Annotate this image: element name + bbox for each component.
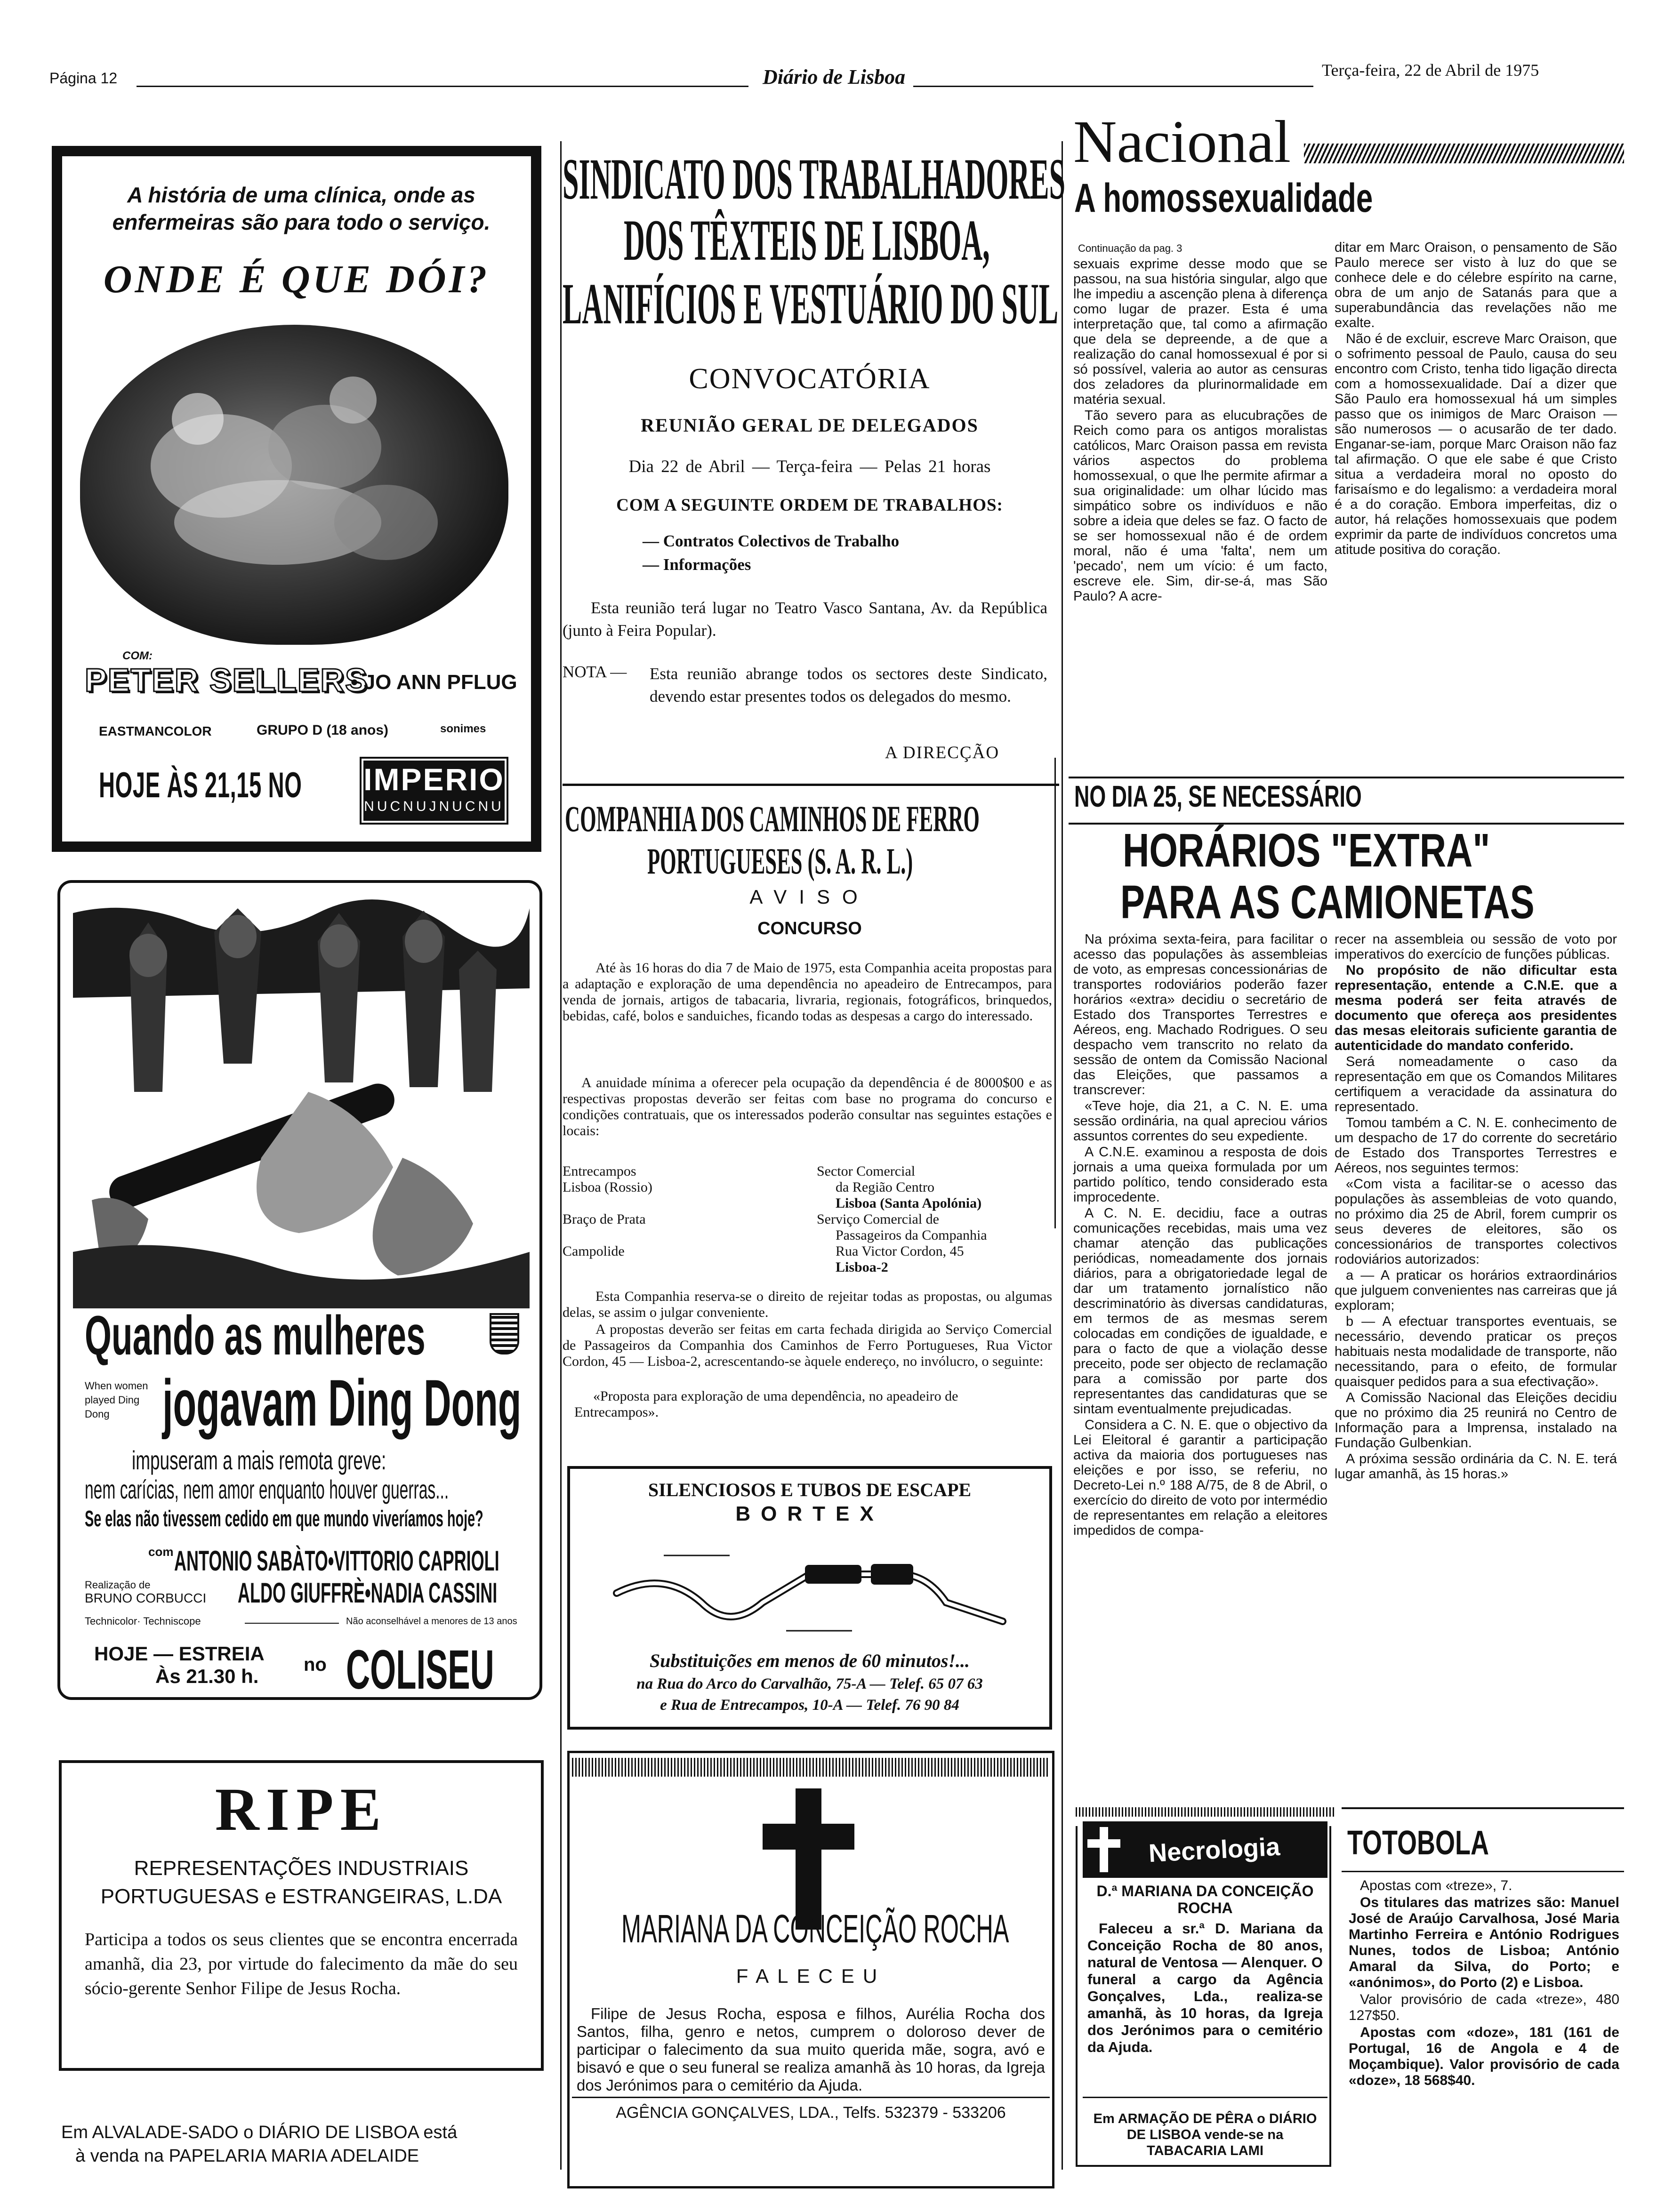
ad2-hoje: HOJE — ESTREIA bbox=[94, 1643, 265, 1665]
cp-p5: «Proposta para exploração de uma dependência, no apeadeiro de Entrecampos». bbox=[574, 1388, 958, 1420]
sindicato-title1: SINDICATO DOS TRABALHADORES bbox=[563, 147, 1066, 211]
ad2-tech: Technicolor· Techniscope bbox=[85, 1615, 201, 1627]
horarios-col1-p: A C. N. E. decidiu, face a outras comunicações recebidas, mais uma vez chamar atenção das publicações periódicas, nomeadamente dos jornais diários, para a obrigatoriedade legal de dar um tratamento jornalístico não descriminatório às diversas candidaturas, em termos de as mesmas serem colocadas em condições de igualdade, e para o facto de que a violação desse preceito, pode ser objecto de reclamação para a comissão por parte dos representantes das candidaturas que se sintam eventualmente prejudicadas. bbox=[1073, 1206, 1327, 1417]
sindicato-item1: — Contratos Colectivos de Trabalho bbox=[643, 532, 900, 550]
ad1-com: COM: bbox=[122, 649, 153, 662]
cp-local-a: Entrecampos bbox=[563, 1163, 636, 1179]
horarios-col1-p: Considera a C. N. E. que o objectivo da Lei Eleitoral é garantir a participação activa da maioria dos portugueses nas eleições e por isso, se referiu, no Decreto-Lei n.º 188 A/75, de 8 de Abril, o exercício do direito de voto por intermédio de representantes em relação a eleitores impedidos de compa- bbox=[1073, 1418, 1328, 1538]
cp-local-a bbox=[563, 1259, 817, 1275]
ad1-photo-figures bbox=[80, 325, 508, 645]
ad2-title1: Quando as mulheres bbox=[85, 1305, 426, 1367]
ad1-photo bbox=[80, 325, 508, 645]
cp-local-row bbox=[563, 1259, 1052, 1275]
cp-concurso: CONCURSO bbox=[757, 919, 862, 938]
cp-local-row bbox=[563, 1163, 1052, 1179]
ad2-aviso: Não aconselhável a menores de 13 anos bbox=[346, 1616, 517, 1627]
cp-local-row bbox=[563, 1243, 1052, 1259]
horarios-col2-p: «Com vista a facilitar-se o acesso das populações às assembleias de voto quando, no próximo dia 25 de Abril, forem cumprir os seus deveres de eleitores, são os concessionários de transportes colectivos rodoviários autorizados: bbox=[1335, 1177, 1617, 1267]
nacional-col1 bbox=[1073, 256, 1327, 605]
cp-local-a: Braço de Prata bbox=[563, 1211, 646, 1227]
nacional-col1-p: sexuais exprime desse modo que se passou, na sua história singular, algo que lhe impediu a ascenção plena à diferença como lugar de prazer. Esta é uma interpretação que, tal como a afirmação que dela se depreende, a de que a realização do canal homossexual é por si só possível, valeria ao autor as censuras dos zeladores da plurinormalidade em matéria sexual. bbox=[1073, 256, 1327, 407]
totobola-body bbox=[1349, 1878, 1619, 2090]
ad1-distributor: sonimes bbox=[440, 722, 486, 735]
col-rule-3 bbox=[1054, 758, 1056, 1228]
bortex-title2: BORTEX bbox=[735, 1502, 884, 1525]
cp-aviso: AVISO bbox=[749, 886, 870, 908]
cp-local-b: Lisboa-2 bbox=[836, 1259, 888, 1275]
sindicato-title2: DOS TÊXTEIS DE LISBOA, bbox=[624, 208, 990, 272]
ripe-body: Participa a todos os seus clientes que se encontra encerrada amanhã, dia 23, por virtude do falecimento da mãe do seu sócio-gerente Senhor Filipe de Jesus Rocha. bbox=[85, 1930, 518, 1998]
ad2-english: When women played Ding Dong bbox=[85, 1380, 148, 1420]
cp-local-a: Campolide bbox=[563, 1243, 625, 1259]
bortex-exhaust-drawing bbox=[607, 1537, 1012, 1645]
cp-local-a bbox=[563, 1195, 817, 1211]
footer-left-line2: à venda na PAPELARIA MARIA ADELAIDE bbox=[75, 2146, 419, 2166]
col-rule-1 bbox=[560, 141, 562, 2170]
sindicato-ordem: COM A SEGUINTE ORDEM DE TRABALHOS: bbox=[616, 496, 1003, 515]
ad2-tech-rule bbox=[245, 1623, 339, 1624]
ad2-line2: nem carícias, nem amor enquanto houver guerras... bbox=[85, 1475, 449, 1504]
cp-local-a: Lisboa (Rossio) bbox=[563, 1179, 652, 1195]
horarios-col1-p: Na próxima sexta-feira, para facilitar o acesso das populações às assembleias de voto, as empresas concessionárias de transportes rodoviários poderão fazer horários «extra» decidiu o secretário de Estado dos Transportes Terrestres e Aéreos, eng. Machado Rodrigues. O seu despacho vem transcrito no relato da sessão de ontem da Comissão Nacional das Eleições, que passamos a transcrever: bbox=[1073, 932, 1327, 1098]
necrologia-body: Faleceu a sr.ª D. Mariana da Conceição Rocha de 80 anos, natural de Ventosa — Alenquer. O funeral a cargo da Agência Gonçalves, Lda., realiza-se amanhã, às 10 horas, da Igreja dos Jerónimos para o cemitério da Ajuda. bbox=[1087, 1920, 1323, 2055]
necrologia-banner bbox=[1083, 1821, 1327, 1878]
cp-local-row bbox=[563, 1227, 1052, 1243]
ad1-tagline: A história de uma clínica, onde as enfermeiras são para todo o serviço. bbox=[112, 183, 491, 234]
ad1-grupo: GRUPO D (18 anos) bbox=[257, 722, 389, 738]
ripe-sub1: REPRESENTAÇÕES INDUSTRIAIS bbox=[134, 1857, 469, 1880]
nacional-col2-p: ditar em Marc Oraison, o pensamento de São Paulo merece ser visto à luz do que se conhece dele e do célebre espírito na carne, obra de um anjo de Satanás para que a superabundância das revelações não me exalte. bbox=[1335, 240, 1617, 330]
ad2-cinema: COLISEU bbox=[346, 1639, 494, 1701]
mariana-faleceu: FALECEU bbox=[736, 1965, 886, 1987]
cp-p3: Esta Companhia reserva-se o direito de rejeitar todas as propostas, ou algumas delas, se assim o julgar conveniente. bbox=[563, 1289, 1052, 1320]
ripe-name: RIPE bbox=[215, 1776, 388, 1843]
mariana-body: Filipe de Jesus Rocha, esposa e filhos, Aurélia Rocha dos Santos, filha, genro e netos, cumprem o doloroso dever de participar o falecimento da sua muito querida mãe, sogra, avó e bisavó e que o seu funeral se realiza amanhã às 10 horas, da Igreja dos Jerónimos para o cemitério da Ajuda. bbox=[577, 2005, 1045, 2094]
horarios-col1 bbox=[1073, 932, 1327, 1539]
horarios-col1-p: A C.N.E. examinou a resposta de dois jornais a uma queixa formulada por um partido político, tendo considerado esta improcedente. bbox=[1073, 1145, 1327, 1205]
horarios-kicker: NO DIA 25, SE NECESSÁRIO bbox=[1074, 779, 1362, 813]
horarios-h2: PARA AS CAMIONETAS bbox=[1120, 876, 1535, 929]
sindicato-title3: LANIFÍCIOS E VESTUÁRIO DO SUL bbox=[563, 272, 1059, 336]
cp-local-row bbox=[563, 1195, 1052, 1211]
necrologia-name: D.ª MARIANA DA CONCEIÇÃO ROCHA bbox=[1096, 1883, 1314, 1916]
horarios-col2-p: a — A praticar os horários extraordinários que julguem convenientes nas carreiras que já exploram; bbox=[1335, 1268, 1617, 1313]
sindicato-item2: — Informações bbox=[643, 555, 751, 574]
mariana-top-bar bbox=[572, 1758, 1050, 1777]
horarios-col2-p: Será nomeadamente o caso da representação em que os Comandos Militares certifiquem a veracidade da assinatura do representado. bbox=[1335, 1054, 1617, 1114]
horarios-col2-p: b — A efectuar transportes eventuais, se necessário, devendo praticar os preços habituais nesta modalidade de transporte, não necessitando, para o efeito, de formular quaisquer pedidos para a sua efectivação». bbox=[1335, 1314, 1617, 1389]
ad2-crest-icon bbox=[490, 1313, 519, 1354]
horarios-col2-p: Tomou também a C. N. E. conhecimento de um despacho de 17 do corrente do secretário de Estado dos Transportes Terrestres e Aéreos, nos seguintes termos: bbox=[1335, 1115, 1617, 1176]
nacional-bottom-rule bbox=[1069, 777, 1624, 778]
page-number: Página 12 bbox=[49, 70, 118, 87]
necrologia-title: Necrologia bbox=[1148, 1832, 1281, 1868]
bortex-addr2: e Rua de Entrecampos, 10-A — Telef. 76 90 84 bbox=[660, 1697, 959, 1714]
bortex-title1: SILENCIOSOS E TUBOS DE ESCAPE bbox=[648, 1479, 972, 1500]
totobola-p: Apostas com «doze», 181 (161 de Portugal, 16 de Angola e 4 de Moçambique). Valor provisório de cada «doze», 18 568$40. bbox=[1349, 2025, 1619, 2088]
sindicato-local: Esta reunião terá lugar no Teatro Vasco Santana, Av. da República (junto à Feira Popular). bbox=[563, 599, 1047, 640]
ad2-illustration-art bbox=[73, 894, 530, 1308]
horarios-col2-p: No propósito de não dificultar esta representação, entende a C.N.E. que a mesma poderá ser feita através de documento que ofereça aos presidentes das mesas eleitorais suficiente garantia de autenticidade do mandato conferido. bbox=[1335, 963, 1617, 1053]
ad2-cast2: ALDO GIUFFRÈ•NADIA CASSINI bbox=[238, 1577, 498, 1609]
cp-local-b: da Região Centro bbox=[836, 1179, 934, 1195]
cp-local-a bbox=[563, 1227, 817, 1243]
mariana-name: MARIANA DA CONCEIÇÃO ROCHA bbox=[621, 1907, 1009, 1951]
ad2-line1: impuseram a mais remota greve: bbox=[132, 1445, 386, 1475]
masthead: Diário de Lisboa bbox=[763, 65, 906, 88]
ad2-hora: Às 21.30 h. bbox=[155, 1665, 259, 1687]
sindicato-reuniao: REUNIÃO GERAL DE DELEGADOS bbox=[641, 415, 979, 436]
totobola-title-rule bbox=[1342, 1871, 1624, 1872]
horarios-col2-p: A Comissão Nacional das Eleições decidiu que no próximo dia 25 reunirá no Centro de Informação para a Imprensa, instalado na Fundação Gulbenkian. bbox=[1335, 1390, 1617, 1451]
ad2-no: no bbox=[304, 1654, 327, 1675]
sindicato-rule bbox=[563, 784, 1059, 786]
cp-p2: A anuidade mínima a oferecer pela ocupação da dependência é de 8000$00 e as respectivas propostas deverão ser feitas com base no programa do concurso e condições contratuais, que os interessados poderão consultar nas seguintes estações e locais: bbox=[563, 1075, 1052, 1138]
ad2-director: BRUNO CORBUCCI bbox=[85, 1591, 207, 1605]
bortex-sub: Substituições em menos de 60 minutos!... bbox=[649, 1650, 970, 1671]
totobola-title: TOTOBOLA bbox=[1347, 1824, 1489, 1862]
nacional-col2 bbox=[1335, 240, 1617, 558]
cp-local-b: Lisboa (Santa Apolónia) bbox=[836, 1195, 982, 1211]
horarios-col2-p: recer na assembleia ou sessão de voto por imperativos do exercício de funções públicas. bbox=[1335, 932, 1617, 962]
ad2-illustration bbox=[73, 894, 530, 1308]
cp-local-b: Serviço Comercial de bbox=[817, 1211, 939, 1227]
horarios-col2-p: A próxima sessão ordinária da C. N. E. terá lugar amanhã, às 15 horas.» bbox=[1335, 1451, 1617, 1482]
ad1-costar: • JO ANN PFLUG bbox=[351, 671, 517, 694]
sindicato-nota: Esta reunião abrange todos os sectores deste Sindicato, devendo estar presentes todos os delegados do mesmo. bbox=[650, 665, 1047, 705]
col-rule-2 bbox=[1062, 141, 1063, 2170]
sindicato-direccao: A DIRECÇÃO bbox=[885, 743, 1000, 762]
mariana-divider bbox=[572, 2097, 1050, 2098]
cp-local-b: Rua Victor Cordon, 45 bbox=[836, 1243, 964, 1259]
totobola-p: Valor provisório de cada «treze», 480 127$50. bbox=[1349, 1992, 1619, 2023]
necrologia-divider bbox=[1083, 2097, 1327, 2098]
cp-locais bbox=[563, 1163, 1052, 1275]
horarios-h1: HORÁRIOS "EXTRA" bbox=[1123, 824, 1490, 877]
footer-left-line1: Em ALVALADE-SADO o DIÁRIO DE LISBOA está bbox=[61, 2123, 458, 2142]
ad1-hoje: HOJE ÀS 21,15 NO bbox=[99, 765, 302, 805]
ad1-star: PETER SELLERS bbox=[85, 662, 368, 698]
header-date: Terça-feira, 22 de Abril de 1975 bbox=[1322, 61, 1539, 80]
cp-local-row bbox=[563, 1211, 1052, 1227]
ad1-cinema-badge bbox=[362, 759, 507, 823]
ad1-title: ONDE É QUE DÓI? bbox=[103, 257, 490, 301]
cp-local-b: Sector Comercial bbox=[817, 1163, 916, 1179]
totobola-top-rule bbox=[1342, 1807, 1624, 1809]
nacional-rule bbox=[1304, 144, 1624, 163]
sindicato-convocatoria: CONVOCATÓRIA bbox=[689, 363, 931, 395]
cp-local-b: Passageiros da Companhia bbox=[836, 1227, 987, 1243]
horarios-col2 bbox=[1335, 932, 1617, 1483]
nacional-col2-p: Não é de excluir, escreve Marc Oraison, que o sofrimento pessoal de Paulo, causa do seu encontro com Cristo, tenha tido ligação directa com a homossexualidade. Daí a dizer que São Paulo era homossexual há um simples passo que os inimigos de Marc Oraison — são numerosos — o acusarão de ter dado. Enganar-se-iam, porque Marc Oraison não faz tal afirmação. O que ele sabe é que Cristo situa a verdadeira moral no oposto do farisaísmo e do legalismo: a verdadeira moral é a do coração. Embora imperfeitas, diz o autor, há relações homossexuais que podem exprimir da parte de indivíduos concretos uma atitude positiva do coração. bbox=[1335, 331, 1617, 557]
ad2-line3: Se elas não tivessem cedido em que mundo viveríamos hoje? bbox=[85, 1507, 483, 1531]
necrologia-cross-icon bbox=[1087, 1827, 1120, 1872]
bortex-addr1: na Rua do Arco do Carvalhão, 75-A — Telef. 65 07 63 bbox=[636, 1675, 983, 1692]
cp-p1: Até às 16 horas do dia 7 de Maio de 1975, esta Companhia aceita propostas para a adaptação e exploração de uma dependência no apeadeiro de Entrecampos, para venda de jornais, artigos de tabacaria, livraria, regionais, fotográficos, brinquedos, bebidas, café, bolos e sanduiches, ficando todas as despesas a cargo do interessado. bbox=[563, 960, 1052, 1024]
totobola-p: Os titulares das matrizes são: Manuel José de Araújo Carvalhosa, José Maria Martinho Ferreira e António Rodrigues Nunes, todos de Lisboa; António Amaral da Silva, do Porto; e «anónimos», do Porto (2) e Lisboa. bbox=[1349, 1895, 1619, 1990]
nacional-col1-p: Tão severo para as elucubrações de Reich como para os antigos moralistas católicos, Marc Oraison passa em revista vários aspectos do problema homossexual, o que lhe permite afirmar a sua originalidade: um olhar lúcido mas simpático sobre os indivíduos e não sobre a ideia que deles se faz. O facto de se ser homossexual não é de ordem moral, não é uma 'falta', nem um 'pecado', nem um vício: é um facto, escreve ele. Sim, dir-se-á, mas São Paulo? A acre- bbox=[1073, 408, 1327, 604]
necrologia-stripes bbox=[1076, 1807, 1335, 1817]
ad1-cinema-sub: NUCNUJNUCNU bbox=[364, 799, 504, 814]
nacional-cont: Continuação da pag. 3 bbox=[1078, 242, 1182, 254]
necrologia-foot: Em ARMAÇÃO DE PÊRA o DIÁRIO DE LISBOA vende-se na TABACARIA LAMI bbox=[1093, 2111, 1317, 2158]
cp-local-row bbox=[563, 1179, 1052, 1195]
nacional-headline: A homossexualidade bbox=[1074, 176, 1373, 221]
mariana-agencia: AGÊNCIA GONÇALVES, LDA., Telfs. 532379 - 533206 bbox=[616, 2104, 1006, 2122]
header-rule-right bbox=[913, 86, 1313, 87]
ad1-color: EASTMANCOLOR bbox=[99, 724, 212, 738]
header-rule-left bbox=[137, 86, 748, 87]
sindicato-dia: Dia 22 de Abril — Terça-feira — Pelas 21 horas bbox=[628, 457, 991, 476]
ad1-cinema: IMPERIO bbox=[363, 762, 505, 797]
totobola-p: Apostas com «treze», 7. bbox=[1360, 1878, 1512, 1893]
cp-p4: A propostas deverão ser feitas em carta fechada dirigida ao Serviço Comercial de Passageiros da Companhia dos Caminhos de Ferro Portugueses, Rua Victor Cordon, 45 — Lisboa-2, acrescentando-se àquele endereço, no invólucro, o seguinte: bbox=[563, 1322, 1052, 1369]
ad2-title2: jogavam Ding Dong bbox=[162, 1366, 522, 1440]
ad2-realizacao: Realização de bbox=[85, 1579, 151, 1591]
ad2-cast1: ANTONIO SABÀTO•VITTORIO CAPRIOLI bbox=[174, 1545, 499, 1577]
cp-title2: PORTUGUESES (S. A. R. L.) bbox=[647, 841, 913, 882]
sindicato-nota-label: NOTA — bbox=[563, 663, 627, 681]
ad2-com: com bbox=[148, 1545, 174, 1559]
nacional-section: Nacional bbox=[1073, 108, 1291, 175]
bortex-exhaust-icon bbox=[607, 1537, 1012, 1645]
ripe-sub2: PORTUGUESAS e ESTRANGEIRAS, L.DA bbox=[100, 1885, 502, 1908]
cp-title1: COMPANHIA DOS CAMINHOS DE FERRO bbox=[565, 798, 980, 839]
horarios-col1-p: «Teve hoje, dia 21, a C. N. E. uma sessão ordinária, na qual apreciou vários assuntos correntes do seu expediente. bbox=[1073, 1098, 1327, 1144]
